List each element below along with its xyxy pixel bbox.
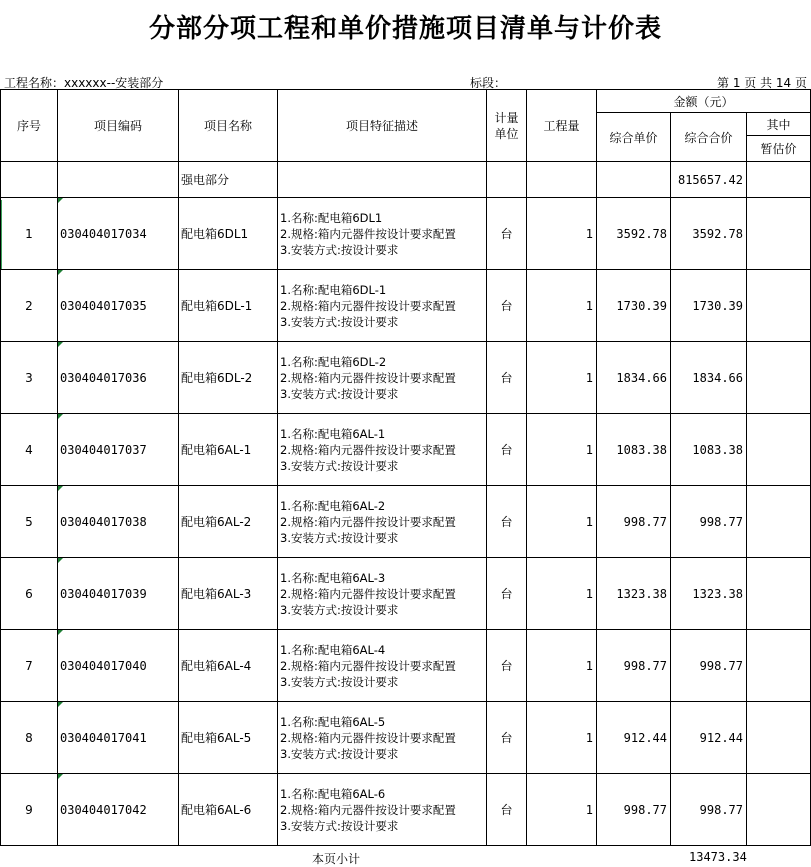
cell-code[interactable] bbox=[58, 774, 179, 846]
desc-line: 1.名称:配电箱6AL-3 bbox=[280, 570, 386, 585]
page-subtotal-row bbox=[0, 848, 811, 866]
cell-comment-marker-icon bbox=[58, 558, 63, 563]
cell-qty[interactable]: 1 bbox=[527, 414, 597, 486]
desc-line: 1.名称:配电箱6AL-6 bbox=[280, 786, 386, 801]
table-row[interactable] bbox=[1, 198, 811, 270]
cell-comment-marker-icon bbox=[58, 774, 63, 779]
header-unit-price: 综合单价 bbox=[597, 113, 671, 162]
cell-provisional[interactable] bbox=[747, 630, 811, 702]
table-row[interactable] bbox=[1, 558, 811, 630]
cell-provisional[interactable] bbox=[747, 774, 811, 846]
cell-code[interactable] bbox=[58, 414, 179, 486]
cell-qty[interactable]: 1 bbox=[527, 198, 597, 270]
desc-line: 3.安装方式:按设计要求 bbox=[280, 674, 399, 689]
cell-unit-price[interactable]: 1323.38 bbox=[597, 558, 671, 630]
header-of-which: 其中 bbox=[747, 113, 811, 136]
cell-code-text: 030404017036 bbox=[60, 370, 147, 385]
cell-unit-price[interactable]: 998.77 bbox=[597, 486, 671, 558]
cell-qty[interactable]: 1 bbox=[527, 270, 597, 342]
table-row[interactable] bbox=[1, 342, 811, 414]
cell-desc[interactable] bbox=[278, 774, 487, 846]
cell-desc[interactable] bbox=[278, 198, 487, 270]
cell-seq: 1 bbox=[1, 198, 58, 270]
cell-provisional[interactable] bbox=[747, 414, 811, 486]
table-row[interactable] bbox=[1, 774, 811, 846]
subtotal-label: 本页小计 bbox=[312, 852, 361, 866]
header-code: 项目编码 bbox=[58, 90, 179, 162]
desc-line: 3.安装方式:按设计要求 bbox=[280, 242, 399, 257]
page-title: 分部分项工程和单价措施项目清单与计价表 bbox=[148, 14, 662, 44]
cell-unit[interactable]: 台 bbox=[487, 702, 527, 774]
cell-name[interactable]: 配电箱6DL1 bbox=[179, 198, 278, 270]
cell-qty[interactable]: 1 bbox=[527, 558, 597, 630]
subtotal-value: 13473.34 bbox=[689, 850, 747, 864]
cell-code[interactable] bbox=[58, 270, 179, 342]
header-amount: 金额（元） bbox=[597, 90, 811, 113]
cell-unit[interactable]: 台 bbox=[487, 774, 527, 846]
desc-line: 1.名称:配电箱6AL-4 bbox=[280, 642, 386, 657]
desc-line: 3.安装方式:按设计要求 bbox=[280, 458, 399, 473]
cell-seq: 3 bbox=[1, 342, 58, 414]
table-row[interactable] bbox=[1, 702, 811, 774]
cell-code-text: 030404017034 bbox=[60, 226, 147, 241]
section-total: 815657.42 bbox=[671, 162, 747, 198]
header-seq: 序号 bbox=[1, 90, 58, 162]
desc-line: 2.规格:箱内元器件按设计要求配置 bbox=[280, 442, 456, 457]
cell-code-text: 030404017038 bbox=[60, 514, 147, 529]
cell-total-price[interactable]: 998.77 bbox=[671, 774, 747, 846]
cell-code[interactable] bbox=[58, 702, 179, 774]
table-row[interactable] bbox=[1, 414, 811, 486]
cell-name[interactable]: 配电箱6AL-4 bbox=[179, 630, 278, 702]
cell-unit-price[interactable]: 1730.39 bbox=[597, 270, 671, 342]
desc-line: 1.名称:配电箱6DL-1 bbox=[280, 282, 387, 297]
cell-code-text: 030404017039 bbox=[60, 586, 147, 601]
cell-code[interactable] bbox=[58, 198, 179, 270]
cell-desc[interactable] bbox=[278, 630, 487, 702]
cell-comment-marker-icon bbox=[58, 486, 63, 491]
desc-line: 3.安装方式:按设计要求 bbox=[280, 386, 399, 401]
cell-name[interactable]: 配电箱6AL-1 bbox=[179, 414, 278, 486]
desc-line: 3.安装方式:按设计要求 bbox=[280, 314, 399, 329]
pricing-table bbox=[0, 89, 811, 846]
desc-line: 1.名称:配电箱6DL1 bbox=[280, 210, 383, 225]
cell-desc[interactable] bbox=[278, 270, 487, 342]
page-info: 第 1 页 共 14 页 bbox=[717, 76, 807, 90]
cell-seq: 2 bbox=[1, 270, 58, 342]
cell-total-price[interactable]: 3592.78 bbox=[671, 198, 747, 270]
cell-comment-marker-icon bbox=[58, 198, 63, 203]
cell-total-price[interactable]: 912.44 bbox=[671, 702, 747, 774]
desc-line: 3.安装方式:按设计要求 bbox=[280, 602, 399, 617]
cell-seq: 5 bbox=[1, 486, 58, 558]
cell-provisional[interactable] bbox=[747, 342, 811, 414]
desc-line: 2.规格:箱内元器件按设计要求配置 bbox=[280, 298, 456, 313]
header-desc: 项目特征描述 bbox=[278, 90, 487, 162]
cell-provisional[interactable] bbox=[747, 198, 811, 270]
table-row[interactable] bbox=[1, 270, 811, 342]
cell-unit[interactable]: 台 bbox=[487, 558, 527, 630]
cell-total-price[interactable]: 1834.66 bbox=[671, 342, 747, 414]
cell-desc[interactable] bbox=[278, 702, 487, 774]
cell-seq: 8 bbox=[1, 702, 58, 774]
cell-seq: 6 bbox=[1, 558, 58, 630]
cell-comment-marker-icon bbox=[58, 342, 63, 347]
cell-total-price[interactable]: 1083.38 bbox=[671, 414, 747, 486]
cell-name[interactable]: 配电箱6AL-5 bbox=[179, 702, 278, 774]
desc-line: 2.规格:箱内元器件按设计要求配置 bbox=[280, 370, 456, 385]
desc-line: 2.规格:箱内元器件按设计要求配置 bbox=[280, 514, 456, 529]
desc-line: 2.规格:箱内元器件按设计要求配置 bbox=[280, 802, 456, 817]
cell-unit-price[interactable]: 1834.66 bbox=[597, 342, 671, 414]
cell-unit-price[interactable]: 998.77 bbox=[597, 630, 671, 702]
cell-name[interactable]: 配电箱6AL-6 bbox=[179, 774, 278, 846]
cell-code-text: 030404017041 bbox=[60, 730, 147, 745]
cell-total-price[interactable]: 998.77 bbox=[671, 630, 747, 702]
cell-comment-marker-icon bbox=[58, 414, 63, 419]
cell-comment-marker-icon bbox=[58, 702, 63, 707]
header-qty: 工程量 bbox=[527, 90, 597, 162]
cell-unit[interactable]: 台 bbox=[487, 198, 527, 270]
cell-unit-price[interactable]: 1083.38 bbox=[597, 414, 671, 486]
cell-code[interactable] bbox=[58, 630, 179, 702]
cell-total-price[interactable]: 998.77 bbox=[671, 486, 747, 558]
cell-code[interactable] bbox=[58, 558, 179, 630]
cell-desc[interactable] bbox=[278, 558, 487, 630]
cell-code-text: 030404017037 bbox=[60, 442, 147, 457]
cell-name[interactable]: 配电箱6DL-1 bbox=[179, 270, 278, 342]
cell-qty[interactable]: 1 bbox=[527, 342, 597, 414]
header-total-price: 综合合价 bbox=[671, 113, 747, 162]
section-label: 标段： bbox=[470, 76, 507, 90]
cell-provisional[interactable] bbox=[747, 270, 811, 342]
cell-qty[interactable]: 1 bbox=[527, 774, 597, 846]
cell-code[interactable] bbox=[58, 486, 179, 558]
desc-line: 2.规格:箱内元器件按设计要求配置 bbox=[280, 658, 456, 673]
cell-qty[interactable]: 1 bbox=[527, 630, 597, 702]
cell-code-text: 030404017040 bbox=[60, 658, 147, 673]
desc-line: 3.安装方式:按设计要求 bbox=[280, 530, 399, 545]
cell-unit[interactable]: 台 bbox=[487, 630, 527, 702]
section-row bbox=[1, 162, 811, 198]
cell-unit[interactable]: 台 bbox=[487, 270, 527, 342]
header-name: 项目名称 bbox=[179, 90, 278, 162]
cell-seq: 9 bbox=[1, 774, 58, 846]
cell-code-text: 030404017035 bbox=[60, 298, 147, 313]
section-name: 强电部分 bbox=[179, 162, 278, 198]
desc-line: 1.名称:配电箱6AL-1 bbox=[280, 426, 386, 441]
cell-comment-marker-icon bbox=[58, 270, 63, 275]
cell-name[interactable]: 配电箱6DL-2 bbox=[179, 342, 278, 414]
cell-name[interactable]: 配电箱6AL-2 bbox=[179, 486, 278, 558]
cell-provisional[interactable] bbox=[747, 702, 811, 774]
cell-desc[interactable] bbox=[278, 486, 487, 558]
header-provisional: 暂估价 bbox=[747, 136, 811, 162]
cell-code-text: 030404017042 bbox=[60, 802, 147, 817]
cell-total-price[interactable]: 1323.38 bbox=[671, 558, 747, 630]
cell-code[interactable] bbox=[58, 342, 179, 414]
cell-unit-price[interactable]: 912.44 bbox=[597, 702, 671, 774]
cell-desc[interactable] bbox=[278, 342, 487, 414]
desc-line: 1.名称:配电箱6DL-2 bbox=[280, 354, 387, 369]
cell-seq: 7 bbox=[1, 630, 58, 702]
cell-name[interactable]: 配电箱6AL-3 bbox=[179, 558, 278, 630]
desc-line: 2.规格:箱内元器件按设计要求配置 bbox=[280, 730, 456, 745]
desc-line: 1.名称:配电箱6AL-5 bbox=[280, 714, 386, 729]
cell-unit-price[interactable]: 998.77 bbox=[597, 774, 671, 846]
cell-unit[interactable]: 台 bbox=[487, 414, 527, 486]
desc-line: 2.规格:箱内元器件按设计要求配置 bbox=[280, 586, 456, 601]
desc-line: 1.名称:配电箱6AL-2 bbox=[280, 498, 386, 513]
cell-total-price[interactable]: 1730.39 bbox=[671, 270, 747, 342]
desc-line: 2.规格:箱内元器件按设计要求配置 bbox=[280, 226, 456, 241]
project-name: 工程名称：xxxxxx--安装部分 bbox=[4, 76, 164, 90]
header-unit: 计量 单位 bbox=[487, 90, 527, 162]
cell-unit[interactable]: 台 bbox=[487, 486, 527, 558]
desc-line: 3.安装方式:按设计要求 bbox=[280, 818, 399, 833]
cell-seq: 4 bbox=[1, 414, 58, 486]
table-row[interactable] bbox=[1, 630, 811, 702]
cell-unit-price[interactable]: 3592.78 bbox=[597, 198, 671, 270]
cell-desc[interactable] bbox=[278, 414, 487, 486]
cell-qty[interactable]: 1 bbox=[527, 702, 597, 774]
cell-qty[interactable]: 1 bbox=[527, 486, 597, 558]
cell-provisional[interactable] bbox=[747, 558, 811, 630]
cell-provisional[interactable] bbox=[747, 486, 811, 558]
cell-comment-marker-icon bbox=[58, 630, 63, 635]
cell-unit[interactable]: 台 bbox=[487, 342, 527, 414]
desc-line: 3.安装方式:按设计要求 bbox=[280, 746, 399, 761]
table-row[interactable] bbox=[1, 486, 811, 558]
